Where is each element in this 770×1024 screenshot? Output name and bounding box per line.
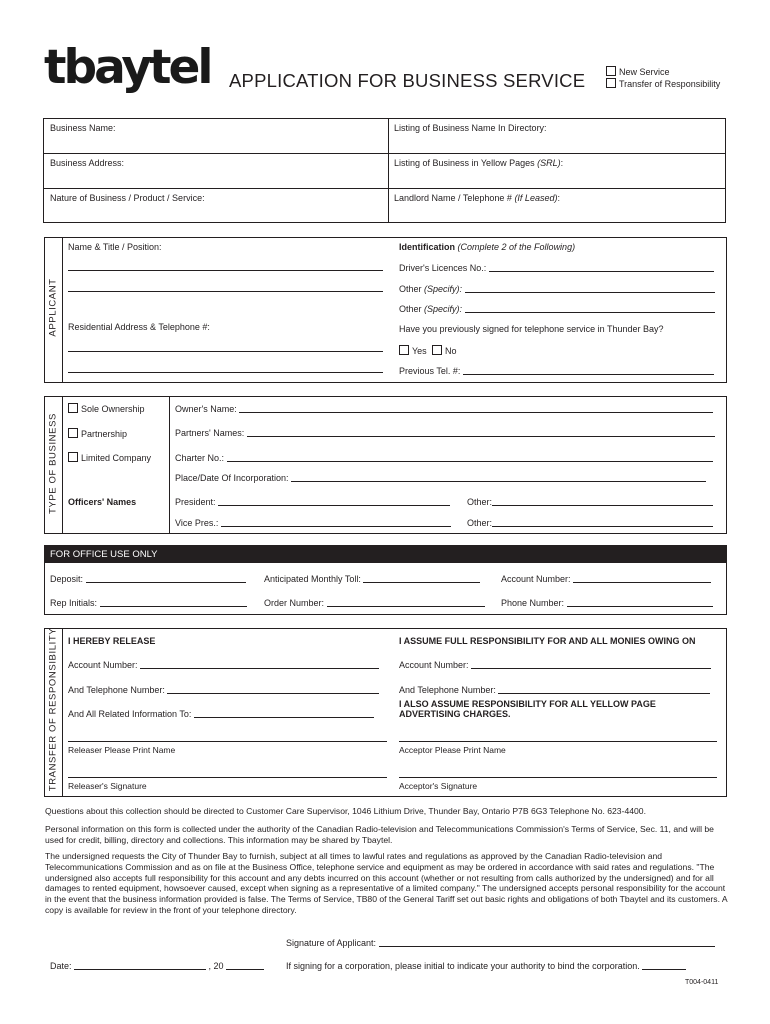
release-account-number-line[interactable] (140, 660, 379, 669)
divider (44, 382, 727, 383)
divider (44, 628, 727, 629)
label: If signing for a corporation, please initial to indicate your authority to bind the corporation. (286, 961, 640, 971)
other-officer-line-2[interactable] (492, 518, 713, 527)
divider (169, 396, 170, 533)
releaser-name-line[interactable] (68, 741, 387, 742)
other-officer-line-1[interactable] (492, 497, 713, 506)
rep-initials-line[interactable] (100, 598, 247, 607)
name-title-label: Name & Title / Position: (68, 242, 162, 252)
previous-tel-line[interactable] (463, 366, 714, 375)
divider (44, 628, 45, 796)
residential-address-line[interactable] (68, 351, 383, 352)
label-note: (If Leased) (514, 193, 558, 203)
label-note: (Complete 2 of the Following) (457, 242, 576, 252)
other-officer-field-1[interactable] (467, 497, 713, 507)
divider (44, 237, 727, 238)
assume-account-number-line[interactable] (471, 660, 711, 669)
label: Other (399, 304, 422, 314)
corporation-initial-line[interactable] (642, 961, 686, 970)
label: Limited Company (81, 453, 152, 463)
label: President: (175, 497, 216, 507)
applicant-section-label: APPLICANT (47, 278, 59, 337)
label: Phone Number: (501, 598, 565, 608)
type-of-business-section-label: TYPE OF BUSINESS (47, 413, 59, 514)
divider (62, 237, 63, 382)
label-note: (SRL) (537, 158, 561, 168)
acceptor-signature-label: Acceptor's Signature (399, 781, 478, 791)
label: Signature of Applicant: (286, 938, 377, 948)
identification-heading (399, 242, 575, 252)
label: Yes (412, 346, 427, 356)
business-info-table (43, 118, 726, 223)
assume-telephone-field[interactable] (399, 685, 710, 695)
divider (62, 628, 63, 796)
applicant-signature-field[interactable] (286, 938, 715, 948)
previously-signed-question: Have you previously signed for telephone service in Thunder Bay? (399, 324, 664, 334)
deposit-field[interactable] (50, 574, 246, 584)
president-line[interactable] (218, 497, 450, 506)
label: Partnership (81, 429, 128, 439)
phone-number-line[interactable] (567, 598, 713, 607)
divider (43, 188, 726, 189)
related-info-line[interactable] (194, 709, 374, 718)
other-specify-field-1[interactable] (399, 284, 715, 294)
residential-address-line-2[interactable] (68, 372, 383, 373)
divider (44, 237, 45, 382)
divider (44, 396, 727, 397)
release-telephone-line[interactable] (167, 685, 379, 694)
release-account-number-field[interactable] (68, 660, 379, 670)
sole-ownership-checkbox[interactable] (68, 403, 78, 413)
partnership-checkbox[interactable] (68, 428, 78, 438)
anticipated-toll-field[interactable] (264, 574, 480, 584)
yellow-page-responsibility-1: I ALSO ASSUME RESPONSIBILITY FOR ALL YELLOW PAGE (399, 699, 656, 709)
officers-names-label: Officers' Names (68, 497, 137, 507)
partners-names-line[interactable] (247, 428, 715, 437)
other-officer-field-2[interactable] (467, 518, 713, 528)
label: Partners' Names: (175, 428, 245, 438)
label: Rep Initials: (50, 598, 98, 608)
label-note: (Specify): (424, 304, 463, 314)
office-account-number-line[interactable] (573, 574, 711, 583)
previous-tel-field[interactable] (399, 366, 714, 376)
label-note: (Specify): (424, 284, 463, 294)
divider (388, 118, 389, 223)
applicant-signature-line[interactable] (379, 938, 715, 947)
divider (62, 396, 63, 533)
tbaytel-logo: tbaytel (44, 40, 211, 95)
divider (726, 396, 727, 533)
order-number-field[interactable] (264, 598, 485, 608)
deposit-line[interactable] (86, 574, 246, 583)
vice-pres-line[interactable] (221, 518, 451, 527)
yes-checkbox[interactable] (399, 345, 409, 355)
vice-pres-field[interactable] (175, 518, 451, 528)
business-address-field[interactable]: Business Address: (50, 158, 125, 168)
limited-company-checkbox[interactable] (68, 452, 78, 462)
assume-account-number-field[interactable] (399, 660, 711, 670)
label: Date: (50, 961, 72, 971)
charter-no-line[interactable] (227, 453, 713, 462)
order-number-line[interactable] (327, 598, 485, 607)
partners-names-field[interactable] (175, 428, 715, 438)
divider (43, 153, 726, 154)
related-info-field[interactable] (68, 709, 374, 719)
business-name-field[interactable]: Business Name: (50, 123, 116, 133)
date-field[interactable] (50, 961, 264, 971)
partnership-option[interactable] (68, 428, 127, 439)
label: Landlord Name / Telephone # (394, 193, 512, 203)
label: Other (399, 284, 422, 294)
owners-name-line[interactable] (239, 404, 713, 413)
transfer-section-label: TRANSFER OF RESPONSIBILITY (47, 627, 59, 792)
listing-directory-field[interactable]: Listing of Business Name In Directory: (394, 123, 547, 133)
place-date-line[interactable] (291, 473, 706, 482)
yellow-pages-field[interactable]: Listing of Business in Yellow Pages (SRL): (394, 158, 564, 168)
label: Other: (467, 518, 493, 528)
releaser-signature-label: Releaser's Signature (68, 781, 147, 791)
label: Account Number: (68, 660, 138, 670)
corporation-initial-field[interactable] (286, 961, 686, 971)
phone-number-field[interactable] (501, 598, 713, 608)
transfer-responsibility-checkbox[interactable] (606, 78, 616, 88)
other-specify-line-2[interactable] (465, 304, 715, 313)
acceptor-name-line[interactable] (399, 741, 717, 742)
rep-initials-field[interactable] (50, 598, 247, 608)
drivers-licence-line[interactable] (489, 263, 714, 272)
divider (726, 628, 727, 796)
label: And All Related Information To: (68, 709, 192, 719)
label: Driver's Licences No.: (399, 263, 487, 273)
assume-heading: I ASSUME FULL RESPONSIBILITY FOR AND ALL MONIES OWING ON (399, 636, 696, 646)
questions-paragraph: Questions about this collection should be directed to Customer Care Supervisor, 1046 Lithium Drive, Thunder Bay, Ontario P7B 6G3 Telephone No. 623-4400. (45, 806, 646, 816)
year-prefix: , 20 (208, 961, 224, 971)
landlord-field[interactable]: Landlord Name / Telephone # (If Leased): (394, 193, 560, 203)
nature-of-business-field[interactable]: Nature of Business / Product / Service: (50, 193, 205, 203)
divider (44, 396, 45, 533)
residential-address-label: Residential Address & Telephone #: (68, 322, 210, 332)
no-checkbox[interactable] (432, 345, 442, 355)
label: Order Number: (264, 598, 325, 608)
label: Other: (467, 497, 493, 507)
form-title: APPLICATION FOR BUSINESS SERVICE (229, 70, 586, 91)
new-service-checkbox[interactable] (606, 66, 616, 76)
personal-info-paragraph: Personal information on this form is collected under the authority of the Canadian Radio-television and Telecommunications Commission's Terms of Service, Sec. 11, and will be used for credit, billing, directory and collections. This information may be shared by Tbaytel. (45, 824, 714, 845)
divider (726, 237, 727, 382)
yes-option[interactable] (399, 345, 427, 356)
divider (44, 533, 727, 534)
form-code: T004-0411 (685, 979, 719, 986)
label: Account Number: (501, 574, 571, 584)
releaser-signature-line[interactable] (68, 777, 387, 778)
divider (44, 796, 727, 797)
other-specify-field-2[interactable] (399, 304, 715, 314)
sole-ownership-option[interactable] (68, 403, 145, 414)
acceptor-print-label: Acceptor Please Print Name (399, 745, 506, 755)
drivers-licence-field[interactable] (399, 263, 714, 273)
releaser-print-label: Releaser Please Print Name (68, 745, 176, 755)
charter-no-field[interactable] (175, 453, 713, 463)
release-telephone-field[interactable] (68, 685, 379, 695)
assume-telephone-line[interactable] (498, 685, 710, 694)
new-service-option[interactable]: New Service (606, 66, 670, 77)
label: Deposit: (50, 574, 84, 584)
release-heading: I HEREBY RELEASE (68, 636, 156, 646)
label: And Telephone Number: (399, 685, 496, 695)
date-line[interactable] (74, 961, 206, 970)
label: Previous Tel. #: (399, 366, 461, 376)
limited-company-option[interactable] (68, 452, 151, 463)
label: Vice Pres.: (175, 518, 219, 528)
label: And Telephone Number: (68, 685, 165, 695)
acceptor-signature-line[interactable] (399, 777, 717, 778)
place-date-incorporation-field[interactable] (175, 473, 706, 483)
anticipated-toll-line[interactable] (363, 574, 480, 583)
label: Account Number: (399, 660, 469, 670)
no-option[interactable] (432, 345, 457, 356)
president-field[interactable] (175, 497, 450, 507)
name-title-line-2[interactable] (68, 291, 383, 292)
label: Identification (399, 242, 455, 252)
office-use-header: FOR OFFICE USE ONLY (44, 545, 727, 563)
other-specify-line-1[interactable] (465, 284, 715, 293)
owners-name-field[interactable] (175, 404, 713, 414)
label: Listing of Business in Yellow Pages (394, 158, 535, 168)
label: Charter No.: (175, 453, 225, 463)
yellow-page-responsibility-2: ADVERTISING CHARGES. (399, 709, 511, 719)
label: Sole Ownership (81, 404, 145, 414)
office-account-number-field[interactable] (501, 574, 711, 584)
name-title-line[interactable] (68, 270, 383, 271)
label: Anticipated Monthly Toll: (264, 574, 361, 584)
label: Owner's Name: (175, 404, 237, 414)
label: No (445, 346, 457, 356)
label: Place/Date Of Incorporation: (175, 473, 289, 483)
undersigned-paragraph: The undersigned requests the City of Thunder Bay to furnish, subject at all times to lawful rates and regulations as approved by the Canadian Radio-television and Telecommunications Commission and as on file at the Business Office, telephone service and equipment as may be ordered in accordance with said rates and regulations. "The undersigned also accepts full responsibility for this account and any debts incurred on this account (whether or not resulting from calls authorized by the undersigned) and for all damages to rented equipment, howsoever caused, except when signing as a representative of a limited company." The undersigned accepts personal responsibility for the account in the event that the business information provided is false. The Terms of Service, TB80 of the General Tariff set out basic rights and obligations of both Tbaytel and its customers. A copy is available for review in the front of your telephone directory. (45, 851, 728, 915)
year-line[interactable] (226, 961, 264, 970)
transfer-responsibility-option[interactable]: Transfer of Responsibility (606, 78, 720, 89)
